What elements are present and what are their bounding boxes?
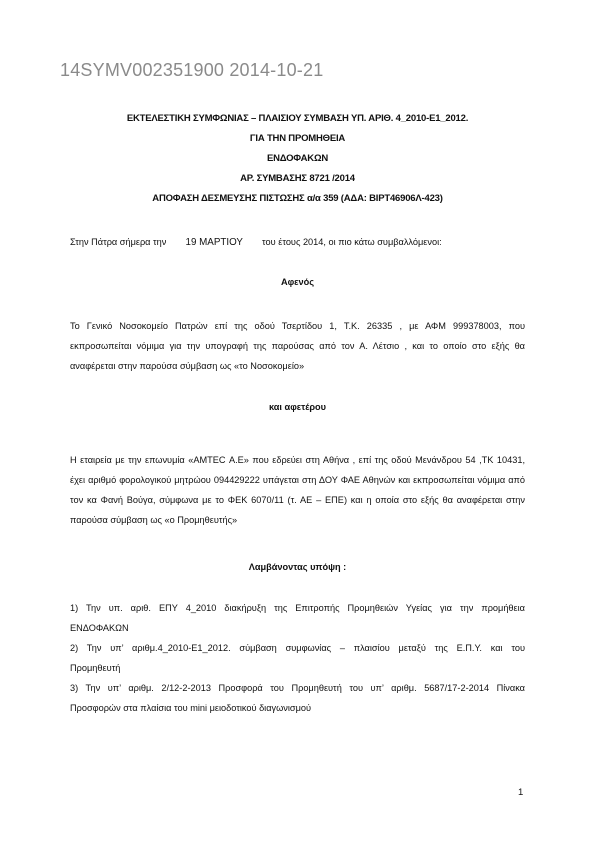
aferenos-heading: Αφενός — [280, 277, 315, 287]
list-item — [70, 678, 525, 718]
list-item-line: 2) Την υπ’ αριθμ.4_2010-Ε1_2012. σύμβαση συμφωνίας – πλαισίου μεταξύ της Ε.Π.Υ. και του — [70, 643, 525, 653]
considerations-list — [70, 598, 525, 718]
list-item — [70, 638, 525, 678]
hospital-line: εκπροσωπείται νόμιμα για την υπογραφή της παρούσας από τον Α. Λέτσιο , και το οποίο στο εξής θα — [70, 341, 525, 351]
header-line-decision: ΑΠΟΦΑΣΗ ΔΕΣΜΕΥΣΗΣ ΠΙΣΤΩΣΗΣ α/α 359 (ΑΔΑ: ΒΙΡΤ46906Λ-423) — [152, 193, 443, 204]
header-line-procurement: ΓΙΑ ΤΗΝ ΠΡΟΜΗΘΕΙΑ — [249, 133, 346, 144]
header-line-product: ΕΝΔΟΦΑΚΩΝ — [266, 153, 329, 164]
company-line: παρούσα σύμβαση ως «ο Προμηθευτής» — [70, 515, 238, 525]
intro-text-start: Στην Πάτρα σήμερα την — [70, 237, 167, 247]
header-line-contract: ΕΚΤΕΛΕΣΤΙΚΗ ΣΥΜΦΩΝΙΑΣ – ΠΛΑΙΣΙΟΥ ΣΥΜΒΑΣΗ ΥΠ. ΑΡΙΘ. 4_2010-Ε1_2012. — [126, 113, 469, 124]
kai-aferetou-heading: και αφετέρου — [268, 402, 327, 412]
header-line-contract-number: ΑΡ. ΣΥΜΒΑΣΗΣ 8721 /2014 — [240, 173, 355, 184]
list-item — [70, 598, 525, 638]
considering-heading: Λαμβάνοντας υπόψη : — [248, 562, 347, 572]
company-paragraph — [70, 450, 525, 530]
company-line: έχει αριθμό φορολογικού μητρώου 094429222 υπάγεται στη ΔΟΥ ΦΑΕ Αθηνών και εκπροσωπείται νόμιμα από — [70, 475, 525, 485]
hospital-line: Το Γενικό Νοσοκομείο Πατρών επί της οδού Τσερτίδου 1, Τ.Κ. 26335 , με ΑΦΜ 999378003, που — [70, 321, 525, 331]
intro-date: 19 ΜΑΡΤΙΟΥ — [185, 237, 243, 248]
page-number: 1 — [518, 787, 524, 798]
document-id-stamp: 14SYMV002351900 2014-10-21 — [60, 60, 324, 80]
company-line: Η εταιρεία με την επωνυμία «ΑΜΤΕC Α.Ε» που εδρεύει στη Αθήνα , επί της οδού Μενάνδρου 54 ,ΤΚ 10431, — [70, 455, 525, 465]
company-line: τον κα Φανή Βούγα, σύμφωνα με το ΦΕΚ 6070/11 (τ. ΑΕ – ΕΠΕ) και η οποία στο εξής θα αναφέρεται στην — [70, 495, 525, 505]
list-item-line: Προμηθευτή — [70, 663, 121, 673]
hospital-paragraph — [70, 316, 525, 376]
intro-text-end: του έτους 2014, οι πιο κάτω συμβαλλόμενοι: — [262, 237, 442, 247]
list-item-line: Προσφορών στα πλαίσια του mini μειοδοτικού διαγωνισμού — [70, 703, 312, 713]
list-item-line: 1) Την υπ. αριθ. ΕΠΥ 4_2010 διακήρυξη της Επιτροπής Προμηθειών Υγείας για την προμήθεια — [70, 603, 525, 613]
intro-paragraph — [70, 232, 530, 253]
list-item-line: ΕΝΔΟΦΑΚΩΝ — [70, 623, 129, 633]
hospital-line: αναφέρεται στην παρούσα σύμβαση ως «το Νοσοκομείο» — [70, 361, 305, 371]
list-item-line: 3) Την υπ’ αριθμ. 2/12-2-2013 Προσφορά του Προμηθευτή του υπ’ αριθμ. 5687/17-2-2014 Πίνακα — [70, 683, 525, 693]
